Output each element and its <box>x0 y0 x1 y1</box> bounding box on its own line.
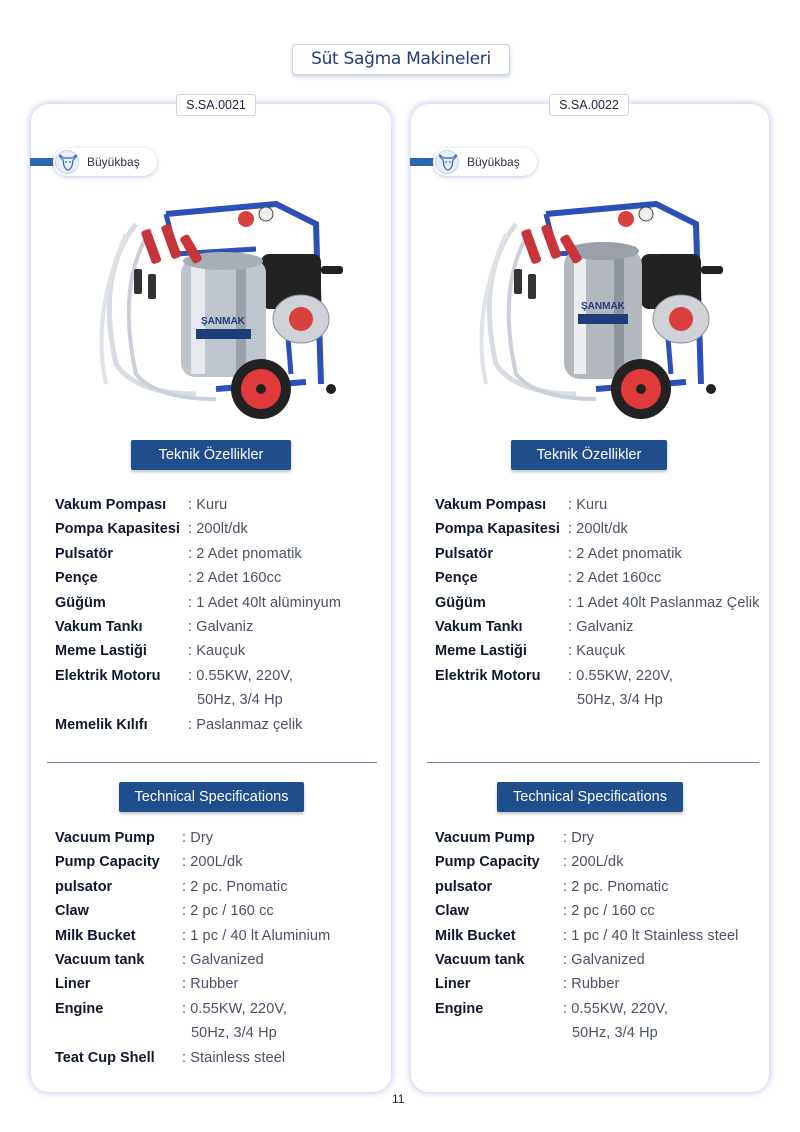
product-card-stainless: S.SA.0022 Büyükbaş ŞANMAK Teknik Özellikler Vakum Pompası : Kuru Pompa Kapasitesi : 200lt/dk Pulsatör : 2 Adet pnomatik Pençe : 2 Adet 160cc Güğüm : 1 Adet 40lt Paslanmaz Çelik Vakum Tankı : Galvaniz Meme Lastiği : Kauçuk Elektrik Motoru : 0.55KW, 220V, 50Hz, 3/4 Hp Technical Specifications Vacuum Pump : Dry Pump Capacity : 200L/dk pulsator : 2 pc. Pnomatic Claw : 2 pc / 160 cc Milk Bucket : 1 pc / 40 lt Stainless steel Vacuum tank : Galvanized Liner : Rubber Engine : 0.55KW, 220V, 50Hz, 3/4 Hp <box>411 104 769 1092</box>
page-number: 11 <box>392 1092 405 1106</box>
technical-features-tr-heading: Teknik Özellikler <box>131 440 291 470</box>
milking-machine-image <box>76 194 346 429</box>
product-code: S.SA.0022 <box>549 94 629 116</box>
category-tag <box>53 148 157 176</box>
svg-text:ŞANMAK: ŞANMAK <box>201 316 245 327</box>
technical-specifications-en-heading: Technical Specifications <box>119 782 304 812</box>
cow-head-icon <box>55 150 79 174</box>
category-label: Büyükbaş <box>467 155 520 169</box>
technical-specifications-en-heading: Technical Specifications <box>497 782 683 812</box>
cow-head-icon <box>435 150 459 174</box>
page-title: Süt Sağma Makineleri <box>292 44 510 75</box>
section-divider <box>47 762 377 763</box>
milking-machine-image <box>456 194 726 429</box>
section-divider <box>427 762 759 763</box>
category-label: Büyükbaş <box>87 155 140 169</box>
product-card-aluminium: S.SA.0021 Büyükbaş ŞANMAK Teknik Özellikler Vakum Pompası : Kuru Pompa Kapasitesi : 200lt/dk Pulsatör : 2 Adet pnomatik Pençe : 2 Adet 160cc Güğüm : 1 Adet 40lt alüminyum Vakum Tankı : Galvaniz Meme Lastiği : Kauçuk Elektrik Motoru : 0.55KW, 220V, 50Hz, 3/4 Hp Memelik Kılıfı : Paslanmaz çelik Technical Specifications Vacuum Pump : Dry Pump Capacity : 200L/dk pulsator : 2 pc. Pnomatic Claw : 2 pc / 160 cc Milk Bucket : 1 pc / 40 lt Aluminium Vacuum tank : Galvanized Liner : Rubber Engine : 0.55KW, 220V, 50Hz, 3/4 Hp Teat Cup Shell : Stainless steel <box>31 104 391 1092</box>
technical-features-tr-heading: Teknik Özellikler <box>511 440 667 470</box>
category-tag <box>433 148 537 176</box>
product-code: S.SA.0021 <box>176 94 256 116</box>
svg-text:ŞANMAK: ŞANMAK <box>581 301 625 312</box>
